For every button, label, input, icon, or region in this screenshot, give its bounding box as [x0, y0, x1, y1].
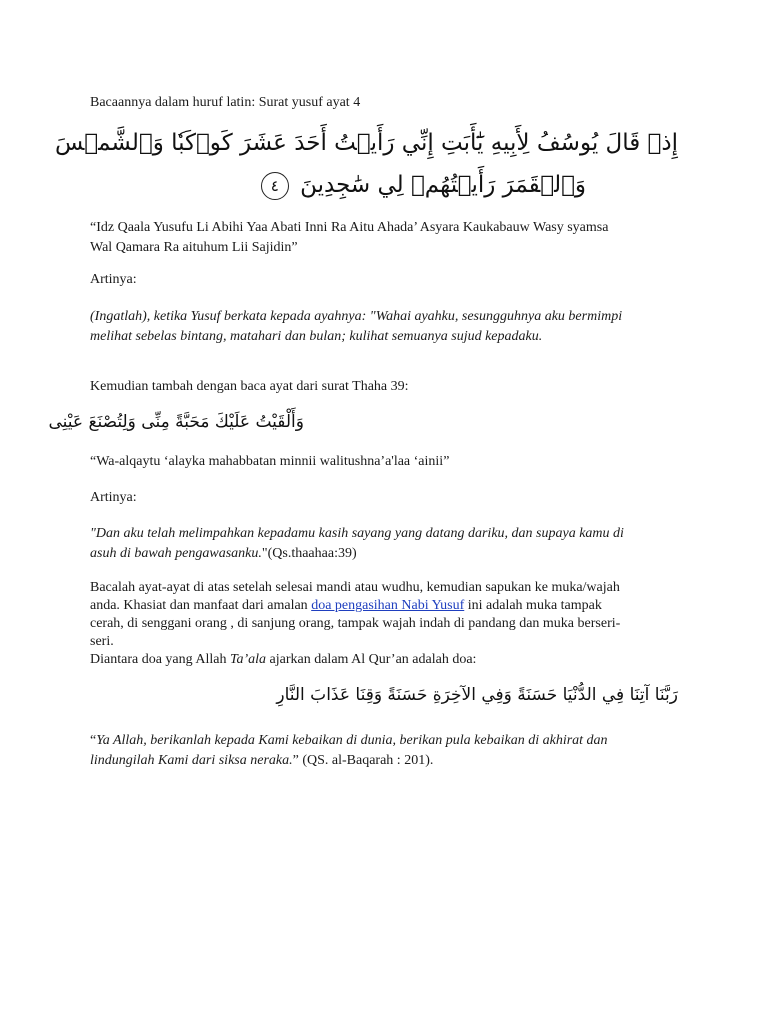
arabic-verse-line-2: [261, 168, 586, 202]
thaha-reference: "(Qs.thaahaa:39): [261, 546, 357, 561]
thaha-intro: Kemudian tambah dengan baca ayat dari surat Thaha 39:: [90, 379, 409, 394]
doa-pengasihan-link[interactable]: doa pengasihan Nabi Yusuf: [311, 598, 465, 613]
paragraph-line-3: cerah, di senggani orang , di sanjung orang, tampak wajah indah di pandang dan muka berseri-: [90, 616, 621, 631]
thaha-transliteration: “Wa-alqaytu ‘alayka mahabbatan minnii walitushna’a'laa ‘ainii”: [90, 454, 450, 469]
meaning-line-2: melihat sebelas bintang, matahari dan bulan; kulihat semuanya sujud kepadaku.: [90, 329, 543, 344]
paragraph-line-2: [90, 596, 690, 616]
latin-transliteration-line-1: “Idz Qaala Yusufu Li Abihi Yaa Abati Inni Ra Aitu Ahada’ Asyara Kaukabauw Wasy syamsa: [90, 220, 609, 235]
paragraph-line-2-before: anda. Khasiat dan manfaat dari amalan: [90, 598, 312, 613]
latin-transliteration-line-2: Wal Qamara Ra aituhum Lii Sajidin”: [90, 240, 298, 255]
artinya-label-2: Artinya:: [90, 490, 137, 505]
arabic-verse-line-1: إِذۡ قَالَ يُوسُفُ لِأَبِيهِ يَٰٓأَبَتِ إِنِّي رَأَيۡتُ أَحَدَ عَشَرَ كَوۡكَبٗا وَٱلشَّمۡسَ: [54, 130, 678, 156]
section-heading: Bacaannya dalam huruf latin: Surat yusuf ayat 4: [90, 95, 361, 110]
doa-reference: ” (QS. al-Baqarah : 201).: [292, 753, 434, 768]
arabic-verse-line-2-text: وَٱلۡقَمَرَ رَأَيۡتُهُمۡ لِي سَٰجِدِينَ: [300, 172, 586, 198]
doa-meaning-line-2-italic: lindungilah Kami dari siksa neraka.: [90, 753, 293, 768]
meaning-line-1: (Ingatlah), ketika Yusuf berkata kepada ayahnya: "Wahai ayahku, sesungguhnya aku bermimpi: [90, 309, 623, 324]
doa-meaning-line-1-text: Ya Allah, berikanlah kepada Kami kebaikan di dunia, berikan pula kebaikan di akhirat dan: [96, 733, 608, 748]
ayah-number-marker: ٤: [261, 172, 289, 200]
paragraph-line-1: Bacalah ayat-ayat di atas setelah selesai mandi atau wudhu, kemudian sapukan ke muka/wajah: [90, 580, 620, 595]
doa-meaning-line-2: [90, 751, 690, 771]
paragraph-line-5-before: Diantara doa yang Allah: [90, 652, 230, 667]
thaha-meaning-line-1: "Dan aku telah melimpahkan kepadamu kasih sayang yang datang dariku, dan supaya kamu di: [90, 526, 624, 541]
thaha-arabic-verse: وَأَلْقَيْتُ عَلَيْكَ مَحَبَّةً مِنِّى وَلِتُصْنَعَ عَيْنِى: [48, 412, 304, 432]
thaha-meaning-italic: asuh di bawah pengawasanku.: [90, 546, 262, 561]
paragraph-line-5-after: ajarkan dalam Al Qur’an adalah doa:: [266, 652, 477, 667]
doa-arabic-verse: رَبَّنَا آتِنَا فِي الدُّنْيَا حَسَنَةً وَفِي الآخِرَةِ حَسَنَةً وَقِنَا عَذَابَ النَّارِ: [276, 685, 678, 705]
paragraph-line-2-after: ini adalah muka tampak: [464, 598, 602, 613]
paragraph-line-5: [90, 650, 690, 670]
paragraph-line-4: seri.: [90, 634, 114, 649]
taala-italic: Ta’ala: [229, 652, 267, 667]
doa-open-quote: “: [90, 733, 97, 748]
thaha-meaning-line-2: [90, 544, 690, 564]
doa-meaning-line-1: [90, 731, 690, 751]
artinya-label-1: Artinya:: [90, 272, 137, 287]
